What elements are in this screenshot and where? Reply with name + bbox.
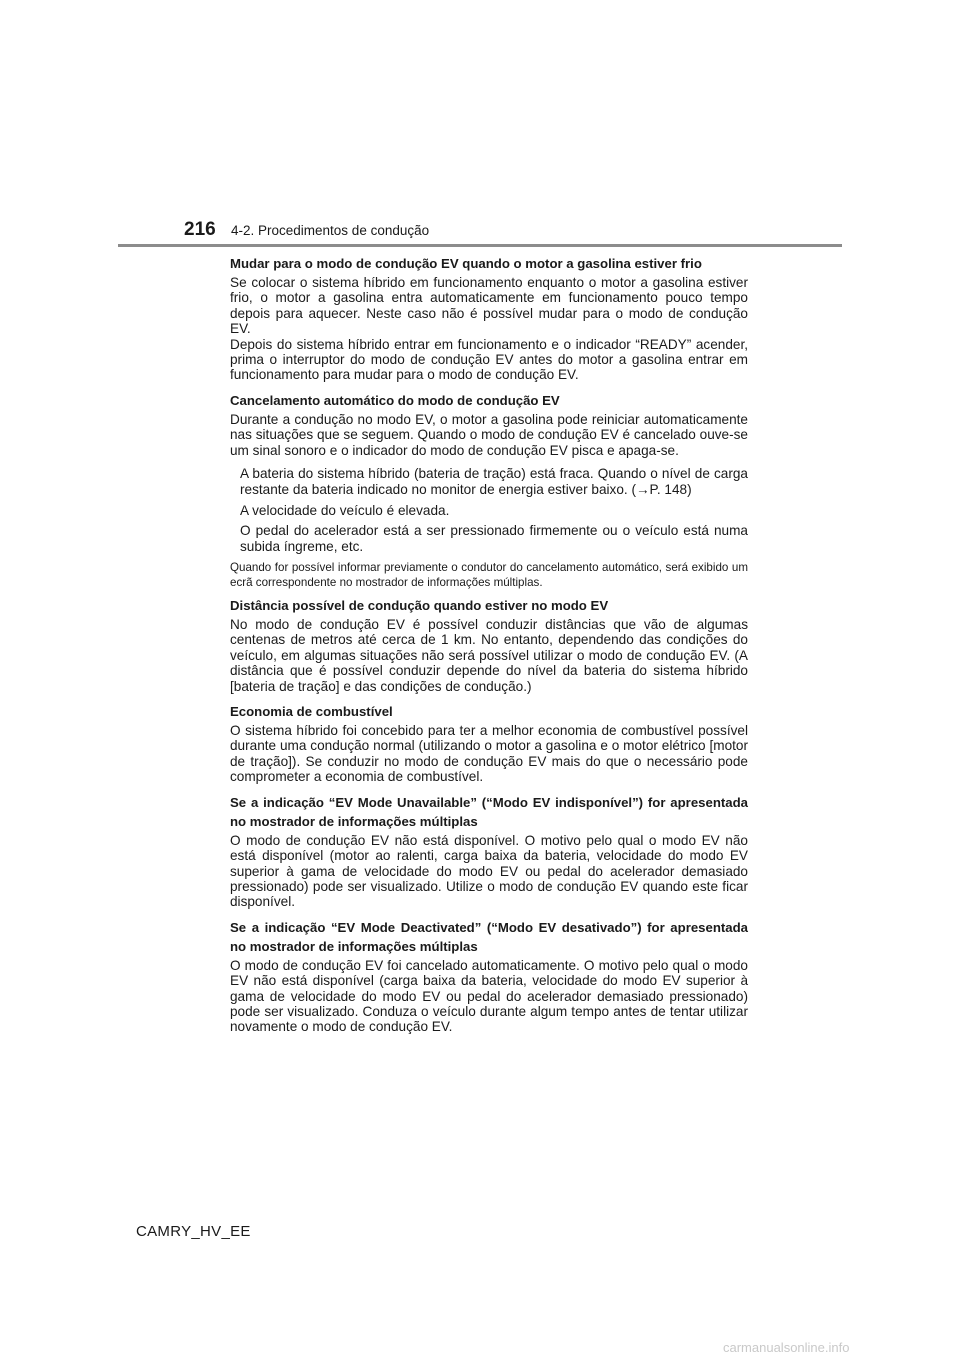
paragraph: No modo de condução EV é possível conduzir distâncias que vão de algumas centenas de metros até cerca de 1 km. No entanto, dependendo das condições do veículo, em algumas situações não será possível utilizar o modo de condução EV. (A distância que é possível conduzir depende do nível da bateria do sistema híbrido [bateria de tração] e das condições de condução.) [230, 617, 748, 694]
list-item: A velocidade do veículo é elevada. [240, 502, 450, 518]
header-divider [118, 244, 842, 247]
paragraph [230, 275, 748, 383]
section-heading-ev-unavailable: Se a indicação “EV Mode Unavailable” (“Modo EV indisponível”) for apresentada no mostrador de informações múltiplas [230, 794, 748, 829]
page-number: 216 [184, 219, 216, 240]
list-item: A bateria do sistema híbrido (bateria de tração) está fraca. Quando o nível de carga restante da bateria indicado no monitor de energia estiver baixo. (→P. 148) [240, 466, 748, 497]
paragraph: O modo de condução EV não está disponível. O motivo pelo qual o modo EV não está disponível (motor ao ralenti, carga baixa da bateria, velocidade do modo EV superior à gama de velocidade do modo EV ou pedal do acelerador demasiado pressionado) pode ser visualizado. Utilize o modo de condução EV quando este ficar disponível. [230, 832, 748, 910]
paragraph: Durante a condução no modo EV, o motor a gasolina pode reiniciar automaticamente nas situações que se seguem. Quando o modo de condução EV é cancelado ouve-se um sinal sonoro e o indicador do modo de condução EV pisca e apaga-se. [230, 411, 748, 458]
document-code: CAMRY_HV_EE [136, 1223, 251, 1240]
section-heading-ev-cold-engine: Mudar para o modo de condução EV quando o motor a gasolina estiver frio [230, 256, 702, 271]
paragraph: O modo de condução EV foi cancelado automaticamente. O motivo pelo qual o modo EV não está disponível (carga baixa da bateria, velocidade do modo EV superior à gama de velocidade do modo EV ou pedal do acelerador demasiado pressionado) pode ser visualizado. Conduza o veículo durante algum tempo antes de tentar utilizar novamente o modo de condução EV. [230, 957, 748, 1035]
paragraph-text: Depois do sistema híbrido entrar em funcionamento e o indicador “READY” acender, prima o interruptor do modo de condução EV antes do motor a gasolina entrar em funcionamento para mudar para o modo de condução EV. [230, 336, 748, 383]
paragraph-text: Se colocar o sistema híbrido em funcionamento enquanto o motor a gasolina estiver frio, o motor a gasolina entra automaticamente em funcionamento pouco tempo depois para aquecer. Neste caso não é possível mudar para o modo de condução EV. [230, 275, 748, 337]
section-heading-ev-deactivated: Se a indicação “EV Mode Deactivated” (“Modo EV desativado”) for apresentada no mostrador de informações múltiplas [230, 919, 748, 954]
section-title: 4-2. Procedimentos de condução [231, 223, 430, 238]
section-heading-auto-cancel: Cancelamento automático do modo de condução EV [230, 392, 560, 408]
section-heading-ev-distance: Distância possível de condução quando estiver no modo EV [230, 598, 609, 614]
paragraph: O sistema híbrido foi concebido para ter a melhor economia de combustível possível durante uma condução normal (utilizando o motor a gasolina e o motor elétrico [motor de tração]). Se conduzir no modo de condução EV mais do que o necessário pode comprometer a economia de combustível. [230, 723, 748, 785]
note-text: Quando for possível informar previamente o condutor do cancelamento automático, será exibido um ecrã correspondente no mostrador de informações múltiplas. [230, 561, 748, 590]
watermark: carmanualsonline.info [723, 1340, 850, 1355]
list-item: O pedal do acelerador está a ser pressionado firmemente ou o veículo está numa subida íngreme, etc. [240, 523, 748, 555]
page-content [230, 254, 748, 1043]
section-heading-fuel-economy: Economia de combustível [230, 704, 393, 720]
